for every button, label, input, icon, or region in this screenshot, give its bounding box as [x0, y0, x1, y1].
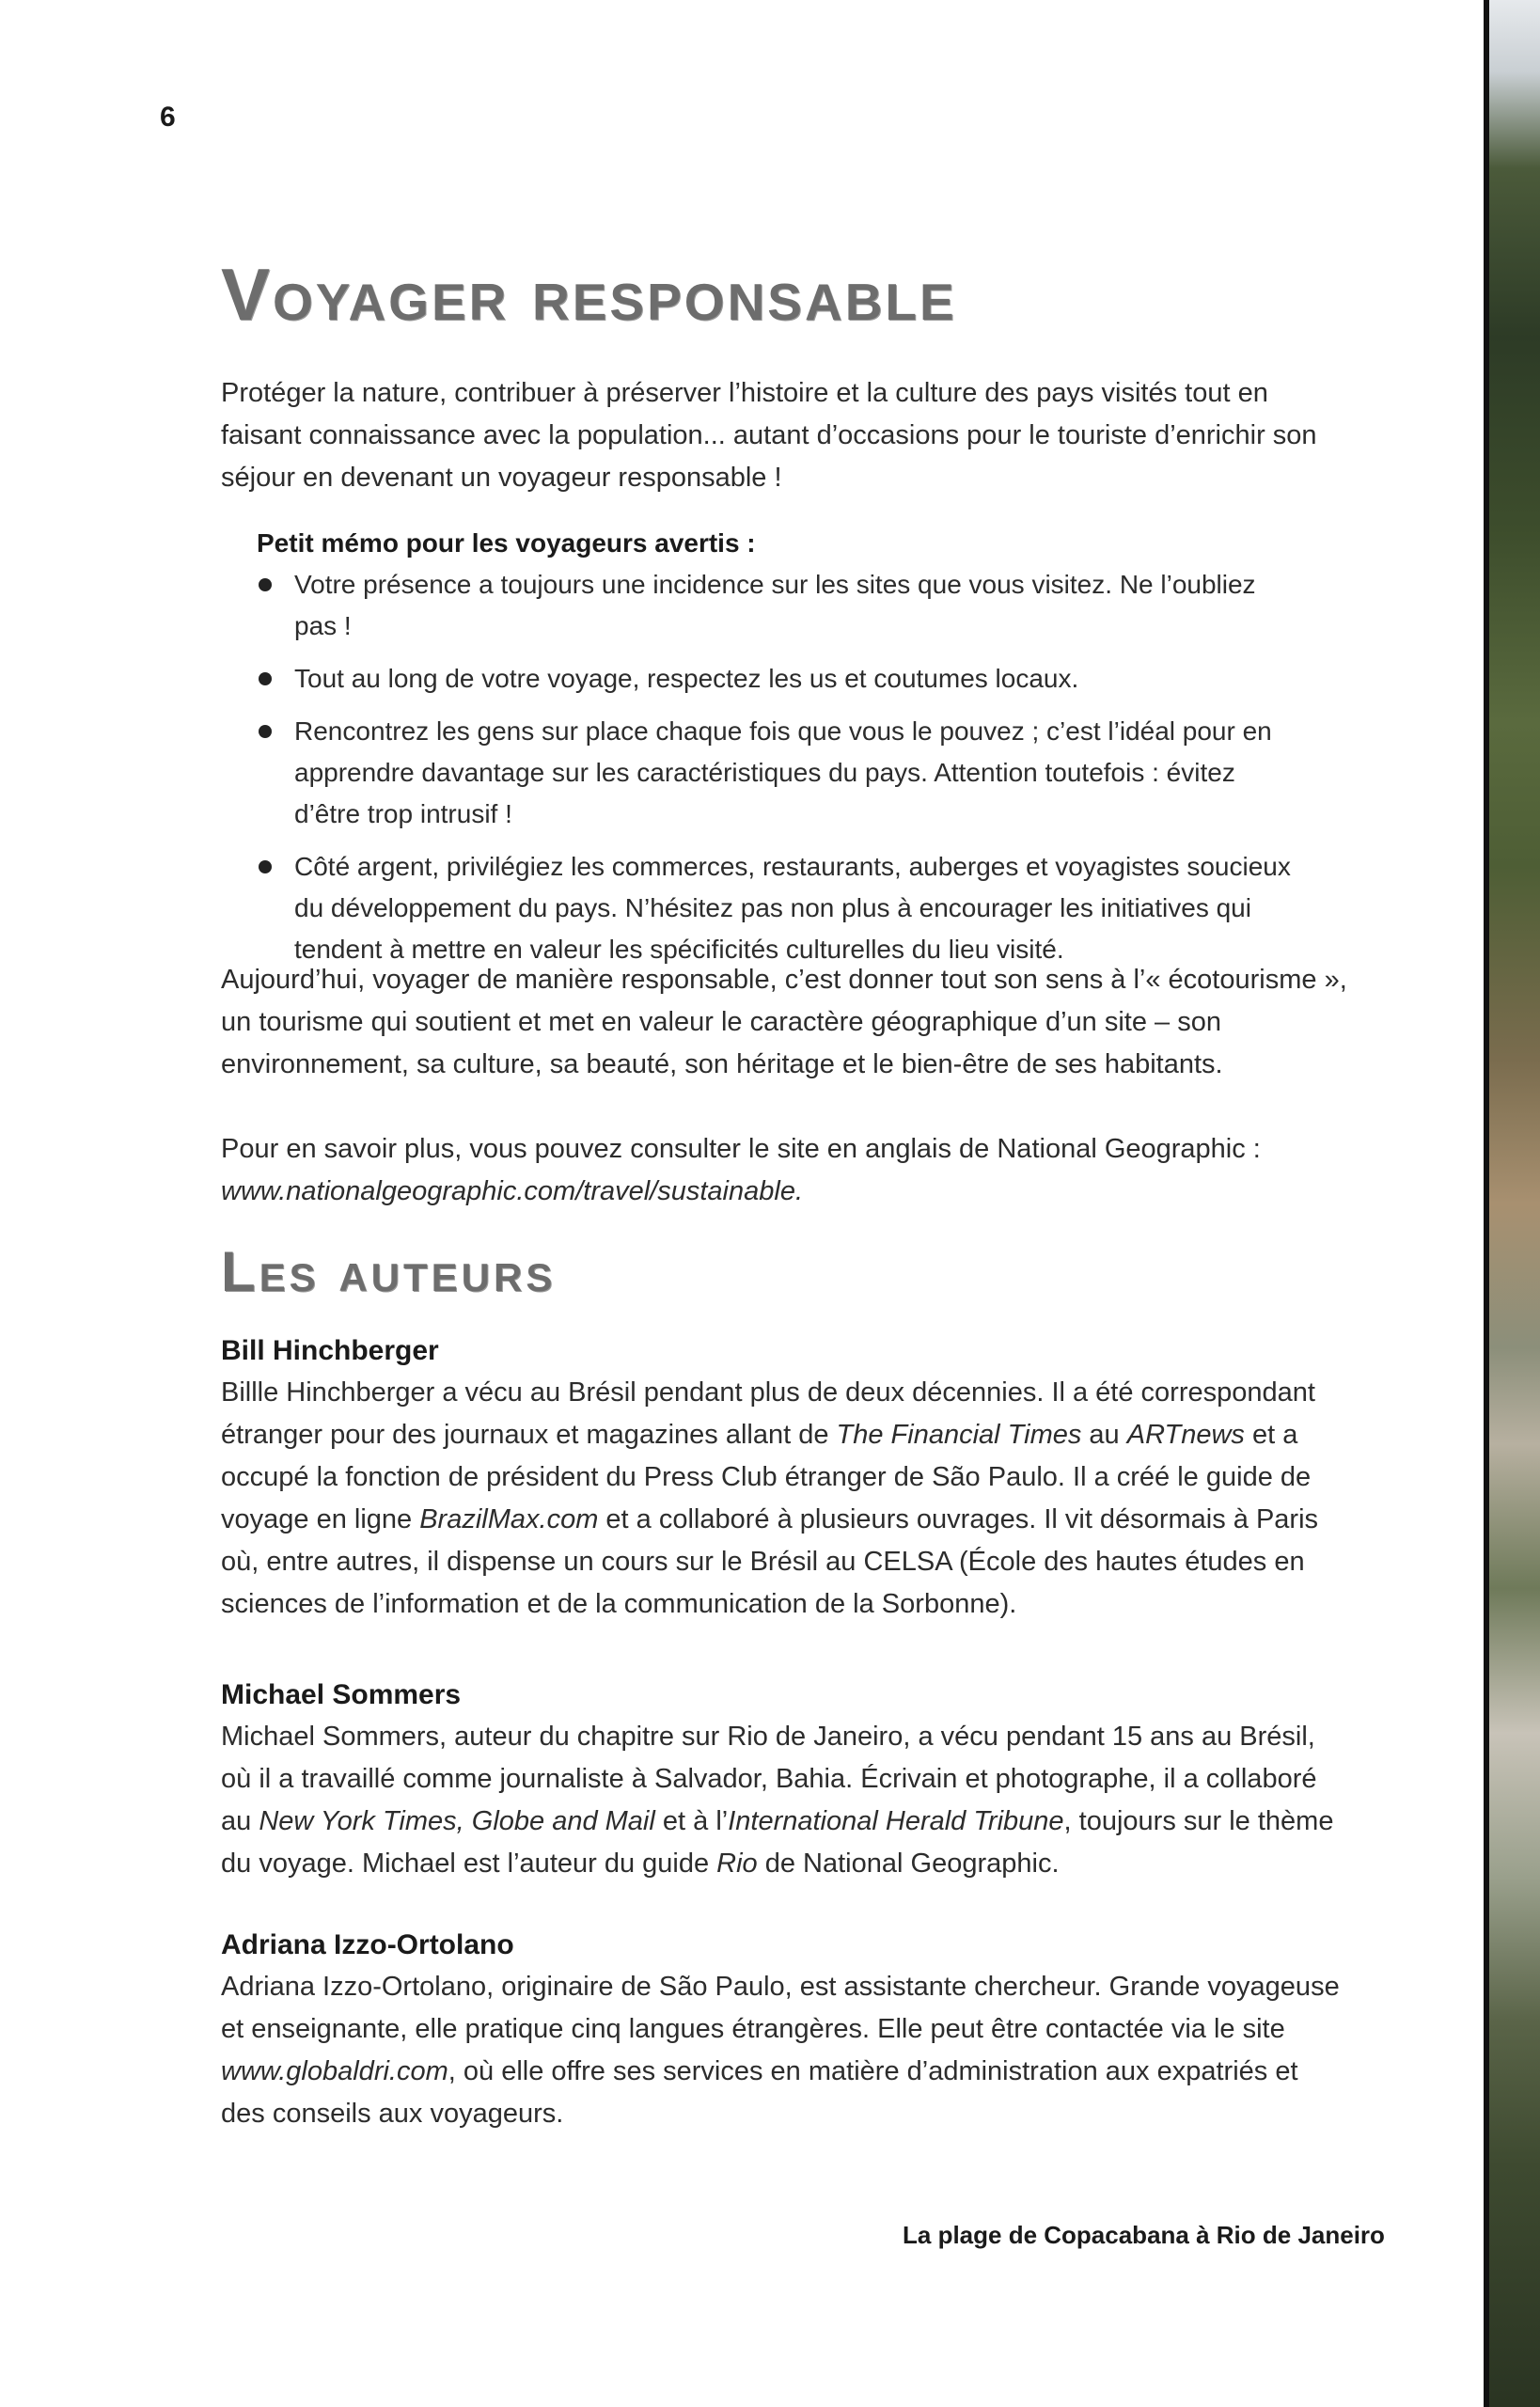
bio-text: , où elle offre ses services en matière d’administration aux expatriés et des conseils aux voyageurs. [221, 2056, 1298, 2129]
list-item [257, 711, 1291, 835]
author-name: Adriana Izzo-Ortolano [221, 1929, 514, 1960]
bio-text: Billle Hinchberger a vécu au Brésil pendant plus de deux décennies. Il a été correspondant étranger pour des journaux et magazines allant de [221, 1377, 1315, 1450]
bio-italic-text: BrazilMax.com [419, 1504, 599, 1534]
bio-text: de National Geographic. [757, 1849, 1060, 1879]
bio-italic-text: The Financial Times [836, 1420, 1082, 1450]
bio-text: , toujours sur le thème du voyage. Michael est l’auteur du guide [221, 1806, 1334, 1879]
author-block [221, 1674, 1349, 1885]
bio-italic-text: ARTnews [1126, 1420, 1245, 1450]
list-item [257, 564, 1291, 647]
bio-text: Michael Sommers, auteur du chapitre sur Rio de Janeiro, a vécu pendant 15 ans au Brésil, où il a travaillé comme journaliste à Salvador, Bahia. Écrivain et photographe, il a collaboré au [221, 1722, 1317, 1836]
national-geographic-link[interactable]: www.nationalgeographic.com/travel/sustainable. [221, 1176, 804, 1206]
list-item [257, 846, 1291, 970]
bio-text: et a collaboré à plusieurs ouvrages. Il vit désormais à Paris où, entre autres, il dispense un cours sur le Brésil au CELSA (École des hautes études en sciences de l’information et de la communication de la Sorbonne). [221, 1504, 1319, 1619]
bullet-icon [259, 578, 272, 591]
author-block [221, 1329, 1349, 1626]
section-title-voyager-responsable: Voyager responsable [221, 253, 957, 336]
author-name: Michael Sommers [221, 1679, 462, 1710]
list-item-text: Rencontrez les gens sur place chaque fois que vous le pouvez ; c’est l’idéal pour en apprendre davantage sur les caractéristiques du pays. Attention toutefois : évitez d’être trop intrusif ! [294, 716, 1272, 828]
author-block [221, 1924, 1349, 2135]
list-item-text: Côté argent, privilégiez les commerces, restaurants, auberges et voyagistes soucieux du développement du pays. N’hésitez pas non plus à encourager les initiatives qui tendent à mettre en valeur les spécificités culturelles du lieu visité. [294, 852, 1291, 964]
bullet-icon [259, 672, 272, 685]
section-title-les-auteurs: Les auteurs [221, 1240, 557, 1303]
memo-list [257, 564, 1347, 970]
bio-italic-text: Rio [716, 1849, 758, 1879]
author-bio [221, 1372, 1349, 1626]
bio-text: Adriana Izzo-Ortolano, originaire de São Paulo, est assistante chercheur. Grande voyageuse et enseignante, elle pratique cinq langues étrangères. Elle peut être contactée via le site [221, 1972, 1340, 2044]
bio-italic-text: New York Times, Globe and Mail [259, 1806, 655, 1836]
intro-paragraph: Protéger la nature, contribuer à préserver l’histoire et la culture des pays visités tout en faisant connaissance avec la population... autant d’occasions pour le touriste d’enrichir son séjour en devenant un voyageur responsable ! [221, 378, 1317, 493]
copacabana-photo [1484, 0, 1540, 2407]
bullet-icon [259, 725, 272, 738]
more-info-text: Pour en savoir plus, vous pouvez consulter le site en anglais de National Geographic : [221, 1134, 1261, 1164]
ecotourism-paragraph: Aujourd’hui, voyager de manière responsable, c’est donner tout son sens à l’« écotourisme », un tourisme qui soutient et met en valeur le caractère géographique d’un site – son environnement, sa culture, sa beauté, son héritage et le bien-être de ses habitants. [221, 965, 1347, 1079]
list-item [257, 658, 1291, 700]
bio-text: au [1081, 1420, 1127, 1450]
bullet-icon [259, 860, 272, 873]
bio-italic-text: International Herald Tribune [728, 1806, 1064, 1836]
page-number: 6 [160, 102, 176, 133]
author-bio [221, 1716, 1349, 1885]
memo-box [257, 523, 1347, 982]
photo-caption: La plage de Copacabana à Rio de Janeiro [903, 2221, 1385, 2249]
author-bio [221, 1966, 1349, 2135]
bio-italic-text: www.globaldri.com [221, 2056, 448, 2086]
bio-text: et à l’ [654, 1806, 729, 1836]
author-name: Bill Hinchberger [221, 1335, 439, 1366]
more-info-paragraph [221, 1128, 1349, 1213]
bio-text: et a occupé la fonction de président du Press Club étranger de São Paulo. Il a créé le guide de voyage en ligne [221, 1420, 1312, 1534]
memo-title: Petit mémo pour les voyageurs avertis : [257, 528, 756, 558]
list-item-text: Tout au long de votre voyage, respectez les us et coutumes locaux. [294, 664, 1079, 693]
list-item-text: Votre présence a toujours une incidence sur les sites que vous visitez. Ne l’oubliez pas ! [294, 570, 1256, 640]
